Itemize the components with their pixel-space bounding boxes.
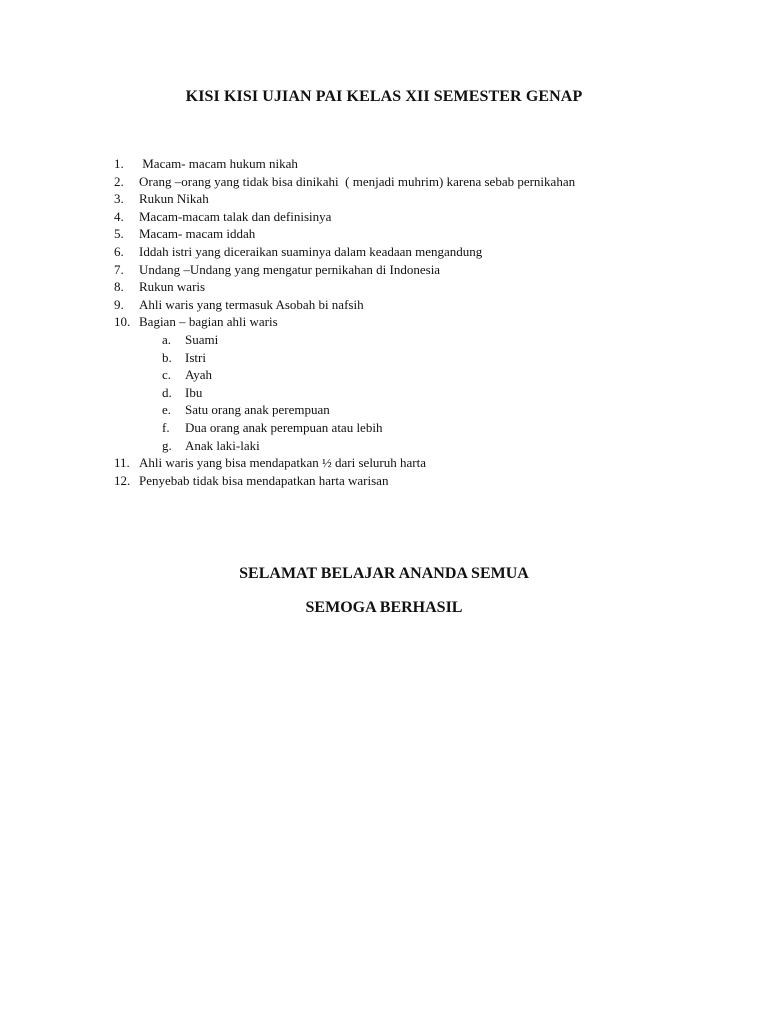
sub-list-item: [114, 419, 674, 437]
list-item: [114, 208, 674, 226]
item-number: 11.: [114, 455, 130, 471]
item-text: Ahli waris yang bisa mendapatkan ½ dari seluruh harta: [139, 455, 426, 471]
sub-item-text: Suami: [185, 331, 219, 347]
item-text: Rukun waris: [139, 279, 206, 295]
sub-item-letter: f.: [162, 419, 170, 435]
list-item: [114, 472, 674, 490]
sub-item-letter: g.: [162, 437, 172, 453]
item-text: Undang –Undang yang mengatur pernikahan di Indonesia: [139, 261, 441, 277]
sub-item-text: Dua orang anak perempuan atau lebih: [185, 419, 383, 435]
document-title: KISI KISI UJIAN PAI KELAS XII SEMESTER GENAP: [185, 88, 583, 105]
list-item: [114, 190, 674, 208]
list-item: [114, 313, 674, 331]
item-text: Rukun Nikah: [139, 191, 209, 207]
list-item: [114, 173, 674, 191]
item-text: Orang –orang yang tidak bisa dinikahi ( menjadi muhrim) karena sebab pernikahan: [139, 173, 576, 189]
sub-list-item: [114, 331, 674, 349]
item-number: 5.: [114, 226, 124, 242]
sub-item-letter: d.: [162, 384, 172, 400]
item-number: 9.: [114, 296, 124, 312]
sub-item-text: Anak laki-laki: [185, 437, 260, 453]
list-item: [114, 454, 674, 472]
item-number: 3.: [114, 191, 124, 207]
sub-item-text: Ayah: [185, 367, 212, 383]
sub-list-item: [114, 366, 674, 384]
item-number: 4.: [114, 208, 124, 224]
item-text: Macam-macam talak dan definisinya: [139, 208, 332, 224]
sub-item-text: Ibu: [185, 384, 203, 400]
list-item: [114, 261, 674, 279]
sub-item-text: Satu orang anak perempuan: [185, 402, 330, 418]
sub-list-item: [114, 437, 674, 455]
item-number: 8.: [114, 279, 124, 295]
item-text: Macam- macam iddah: [139, 226, 256, 242]
sub-list-item: [114, 349, 674, 367]
sub-list-item: [114, 384, 674, 402]
list-item: [114, 225, 674, 243]
sub-list-item: [114, 401, 674, 419]
list-item: [114, 155, 674, 173]
item-number: 10.: [114, 314, 131, 330]
item-number: 12.: [114, 472, 131, 488]
closing-greeting: SELAMAT BELAJAR ANANDA SEMUA: [239, 565, 529, 582]
item-number: 1.: [114, 156, 124, 171]
sub-item-text: Istri: [185, 349, 206, 365]
item-number: 7.: [114, 261, 124, 277]
topic-list: [114, 155, 674, 489]
item-text: Macam- macam hukum nikah: [139, 156, 298, 171]
item-number: 2.: [114, 173, 124, 189]
item-text: Penyebab tidak bisa mendapatkan harta warisan: [139, 472, 389, 488]
list-item: [114, 243, 674, 261]
list-item: [114, 278, 674, 296]
item-text: Ahli waris yang termasuk Asobah bi nafsih: [139, 296, 364, 312]
sub-item-letter: c.: [162, 367, 172, 383]
item-text: Iddah istri yang diceraikan suaminya dalam keadaan mengandung: [139, 243, 483, 259]
sub-item-letter: e.: [162, 402, 172, 418]
sub-item-letter: b.: [162, 349, 172, 365]
item-number: 6.: [114, 243, 124, 259]
list-item: [114, 296, 674, 314]
item-text: Bagian – bagian ahli waris: [139, 314, 278, 330]
closing-wish: SEMOGA BERHASIL: [305, 599, 463, 616]
sub-item-letter: a.: [162, 331, 172, 347]
